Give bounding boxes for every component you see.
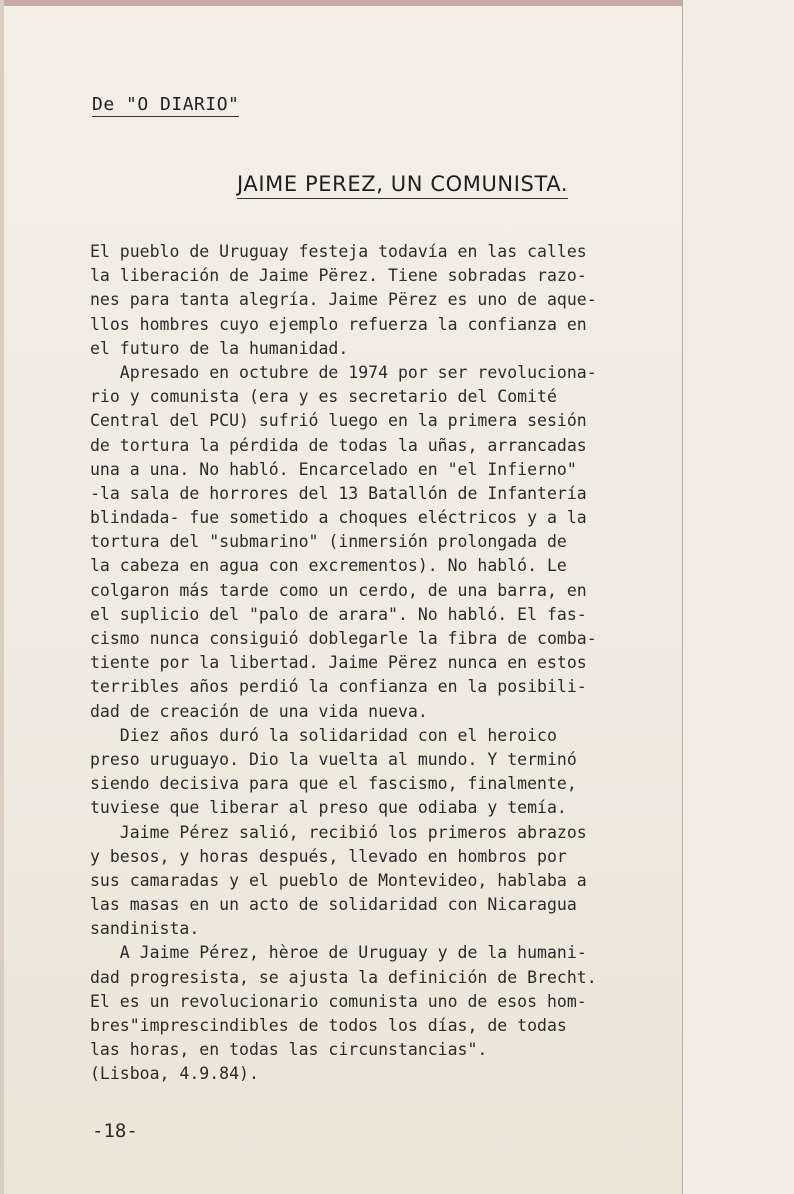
body-line: una a una. No habló. Encarcelado en "el Infierno" <box>90 459 577 479</box>
body-line: las horas, en todas las circunstancias". <box>90 1040 488 1060</box>
body-line: -la sala de horrores del 13 Batallón de Infantería <box>90 483 587 503</box>
body-line: tiente por la libertad. Jaime Përez nunca en estos <box>90 653 587 673</box>
body-line: las masas en un acto de solidaridad con Nicaragua <box>90 895 577 915</box>
body-line: llos hombres cuyo ejemplo refuerza la confianza en <box>90 314 587 334</box>
body-line: Central del PCU) sufrió luego en la primera sesión <box>90 411 587 431</box>
body-line: la cabeza en agua con excrementos). No habló. Le <box>90 556 567 576</box>
body-line: colgaron más tarde como un cerdo, de una barra, en <box>90 580 587 600</box>
body-line: Apresado en octubre de 1974 por ser revoluciona- <box>90 362 597 382</box>
body-line: sus camaradas y el pueblo de Montevideo, hablaba a <box>90 870 587 890</box>
article-body <box>90 240 700 1087</box>
body-line: cismo nunca consiguió doblegarle la fibra de comba- <box>90 629 597 648</box>
body-line: dad de creación de una vida nueva. <box>90 701 428 721</box>
body-line: sandinista. <box>90 919 200 939</box>
body-line: nes para tanta alegría. Jaime Përez es uno de aque- <box>90 290 597 310</box>
body-line: El es un revolucionario comunista uno de esos hom- <box>90 991 587 1011</box>
page-number: -18- <box>92 1120 138 1142</box>
body-line: tortura del "submarino" (inmersión prolongada de <box>90 532 567 552</box>
body-line: bres"imprescindibles de todos los días, de todas <box>90 1016 567 1035</box>
body-line: (Lisboa, 4.9.84). <box>90 1064 259 1084</box>
body-line: dad progresista, se ajusta la definición de Brecht. <box>90 967 597 987</box>
body-line: terribles años perdió la confianza en la posibili- <box>90 677 587 697</box>
body-line: rio y comunista (era y es secretario del Comité <box>90 387 557 407</box>
body-line: tuviese que liberar al preso que odiaba y temía. <box>90 798 567 818</box>
body-line: A Jaime Pérez, hèroe de Uruguay y de la humani- <box>90 943 587 963</box>
body-line: Diez años duró la solidaridad con el heroico <box>90 725 557 745</box>
body-line: El pueblo de Uruguay festeja todavía en las calles <box>90 242 587 261</box>
body-line: el futuro de la humanidad. <box>90 338 349 358</box>
body-line: siendo decisiva para que el fascismo, finalmente, <box>90 774 577 794</box>
source-heading: De "O DIARIO" <box>92 94 240 115</box>
paper-left-edge <box>0 0 4 1194</box>
body-line: preso uruguayo. Dio la vuelta al mundo. Y terminó <box>90 749 577 769</box>
body-line: el suplicio del "palo de arara". No habló. El fas- <box>90 604 587 624</box>
body-line: y besos, y horas después, llevado en hombros por <box>90 846 567 866</box>
body-line: Jaime Pérez salió, recibió los primeros abrazos <box>90 822 587 842</box>
paper-top-edge <box>0 0 794 6</box>
body-line: de tortura la pérdida de todas la uñas, arrancadas <box>90 435 587 455</box>
body-line: la liberación de Jaime Përez. Tiene sobradas razo- <box>90 266 587 286</box>
body-line: blindada- fue sometido a choques eléctricos y a la <box>90 508 587 528</box>
article-title: JAIME PEREZ, UN COMUNISTA. <box>237 172 568 199</box>
